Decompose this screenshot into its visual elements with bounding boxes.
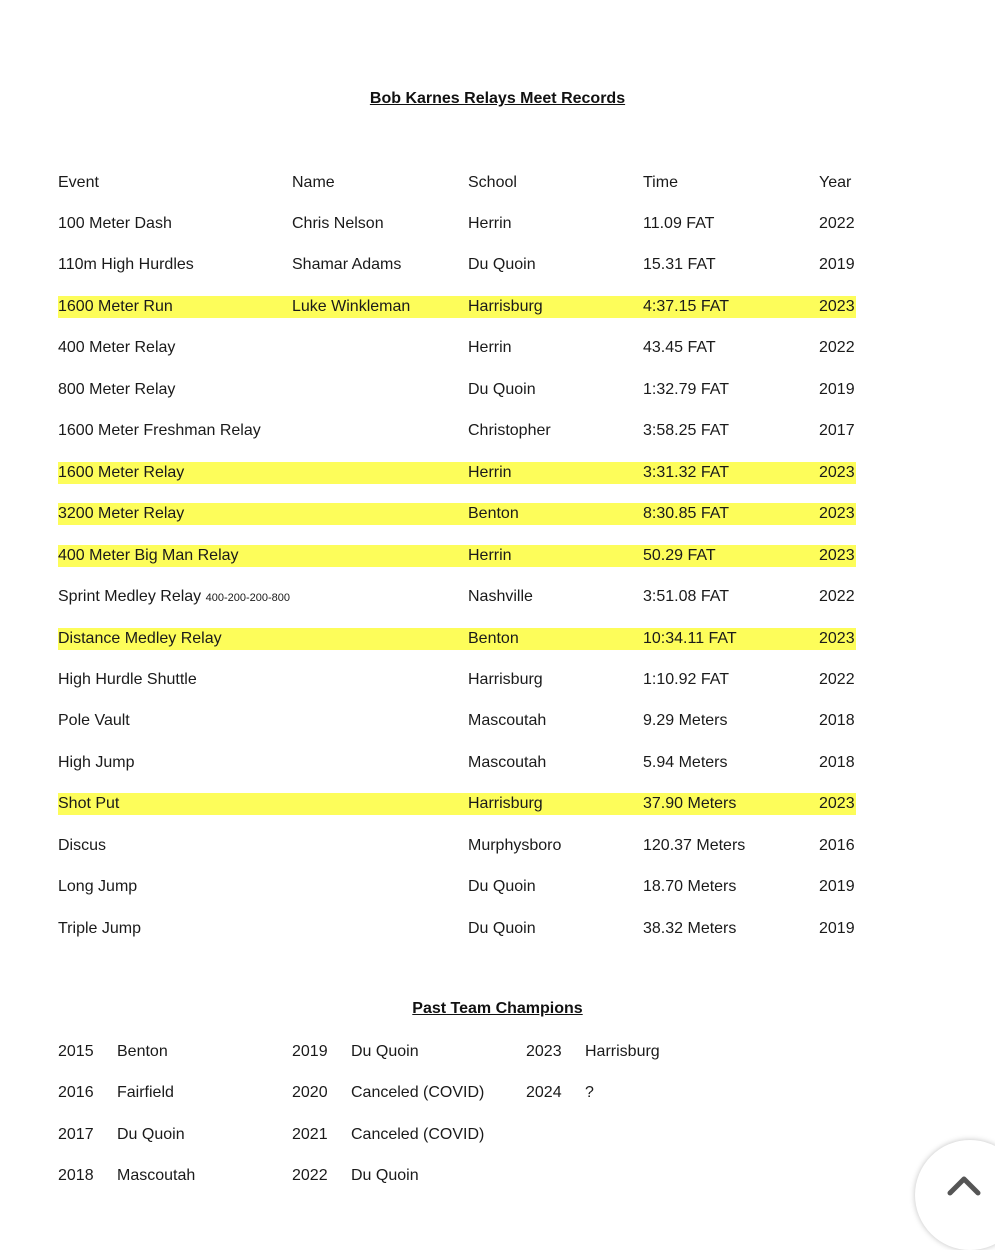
record-year <box>819 420 855 442</box>
record-year <box>819 752 855 774</box>
record-school <box>468 213 512 235</box>
record-school-text: Herrin <box>468 463 512 481</box>
record-time-text: 1:10.92 FAT <box>643 671 729 688</box>
record-school <box>468 296 543 318</box>
record-time-text: 4:37.15 FAT <box>643 297 729 315</box>
record-time-text: 3:58.25 FAT <box>643 422 729 440</box>
record-name <box>292 213 384 235</box>
record-event <box>58 420 261 443</box>
record-event <box>58 586 290 609</box>
record-school <box>468 337 512 359</box>
record-school <box>468 876 536 898</box>
champions-title: Past Team Champions <box>412 1000 583 1017</box>
champion-year: 2016 <box>58 1084 94 1102</box>
record-year <box>819 793 855 815</box>
records-title: Bob Karnes Relays Meet Records <box>369 90 626 107</box>
champion-team: Du Quoin <box>351 1166 419 1184</box>
record-time <box>643 918 736 940</box>
record-event-text: 800 Meter Relay <box>58 380 176 398</box>
record-year-text: 2018 <box>819 753 855 771</box>
record-school <box>468 254 536 276</box>
record-row <box>58 669 856 691</box>
record-school <box>468 918 536 940</box>
record-year <box>819 254 855 276</box>
record-row <box>58 545 856 567</box>
champion-year: 2015 <box>58 1043 94 1060</box>
record-year <box>819 545 855 567</box>
record-time-text: 38.32 Meters <box>643 919 737 937</box>
header-time: Time <box>643 174 678 191</box>
record-year-text: 2022 <box>819 215 855 232</box>
record-event <box>58 296 173 319</box>
record-time-text: 43.45 FAT <box>643 339 716 357</box>
record-event-text: Discus <box>58 836 107 854</box>
chevron-up-icon <box>947 1174 981 1196</box>
record-row <box>58 296 856 318</box>
record-event <box>58 876 137 899</box>
record-year-text: 2023 <box>819 546 855 564</box>
record-year <box>819 379 855 401</box>
record-event-text: 400 Meter Big Man Relay <box>58 546 239 564</box>
record-time-text: 1:32.79 FAT <box>643 380 729 398</box>
record-year-text: 2023 <box>819 795 855 813</box>
record-school-text: Nashville <box>468 588 533 605</box>
record-event-text: High Jump <box>58 753 135 771</box>
record-year <box>819 213 855 235</box>
record-year <box>819 503 855 525</box>
champion-team: ? <box>585 1084 594 1102</box>
record-time-text: 5.94 Meters <box>643 753 728 771</box>
champion-year: 2020 <box>292 1084 328 1102</box>
record-time-text: 50.29 FAT <box>643 546 716 564</box>
record-year <box>819 586 855 608</box>
champion-team: Du Quoin <box>351 1043 419 1060</box>
record-school <box>468 752 546 774</box>
champion-team: Benton <box>117 1043 168 1060</box>
record-school-text: Harrisburg <box>468 795 543 813</box>
record-year-text: 2019 <box>819 919 855 937</box>
record-event-text: 400 Meter Relay <box>58 339 176 357</box>
champion-year: 2019 <box>292 1043 328 1060</box>
record-row <box>58 379 856 401</box>
header-year: Year <box>819 174 852 191</box>
record-time <box>643 379 729 401</box>
record-time <box>643 337 716 359</box>
champion-team: Canceled (COVID) <box>351 1125 485 1143</box>
record-event <box>58 379 175 402</box>
record-event <box>58 254 194 277</box>
record-school-text: Murphysboro <box>468 836 562 854</box>
record-year <box>819 710 855 732</box>
record-year <box>819 669 855 691</box>
record-school <box>468 462 512 484</box>
champion-year: 2018 <box>58 1166 94 1184</box>
record-year-text: 2019 <box>819 878 855 896</box>
record-school <box>468 835 561 857</box>
record-school-text: Christopher <box>468 422 551 440</box>
champion-team: Fairfield <box>117 1084 174 1102</box>
record-name-text: Shamar Adams <box>292 256 402 274</box>
record-name-text: Luke Winkleman <box>292 297 411 315</box>
record-school <box>468 710 546 732</box>
record-time-text: 3:51.08 FAT <box>643 588 729 605</box>
record-school <box>468 628 519 650</box>
record-school-text: Benton <box>468 505 519 523</box>
record-school <box>468 503 519 525</box>
record-school-text: Benton <box>468 629 519 647</box>
record-time <box>643 586 729 608</box>
record-event-text: Distance Medley Relay <box>58 629 222 647</box>
record-time-text: 15.31 FAT <box>643 256 716 274</box>
record-year-text: 2022 <box>819 339 855 357</box>
record-school <box>468 545 512 567</box>
record-school-text: Du Quoin <box>468 878 536 896</box>
record-event <box>58 669 197 692</box>
record-time-text: 10:34.11 FAT <box>643 629 737 647</box>
record-time <box>643 462 729 484</box>
record-time-text: 8:30.85 FAT <box>643 505 729 523</box>
record-school <box>468 793 543 815</box>
record-event-text: High Hurdle Shuttle <box>58 671 197 688</box>
record-school-text: Mascoutah <box>468 753 547 771</box>
record-time <box>643 545 716 567</box>
header-name: Name <box>292 174 335 191</box>
record-event-text: Shot Put <box>58 795 120 813</box>
record-year <box>819 835 855 857</box>
record-time <box>643 835 745 857</box>
record-event <box>58 793 119 816</box>
record-year-text: 2023 <box>819 629 855 647</box>
record-year-text: 2019 <box>819 380 855 398</box>
record-school <box>468 379 536 401</box>
champion-team: Du Quoin <box>117 1125 185 1143</box>
record-row <box>58 628 856 650</box>
header-school: School <box>468 174 517 191</box>
record-name <box>292 254 401 276</box>
record-school-text: Herrin <box>468 339 512 357</box>
record-time-text: 9.29 Meters <box>643 712 728 730</box>
record-school-text: Du Quoin <box>468 919 536 937</box>
record-event <box>58 918 141 941</box>
record-year-text: 2019 <box>819 256 855 274</box>
record-event-text: Pole Vault <box>58 712 130 730</box>
record-year <box>819 337 855 359</box>
record-event-text: 100 Meter Dash <box>58 215 172 232</box>
champion-team: Harrisburg <box>585 1043 660 1060</box>
record-event <box>58 628 222 651</box>
record-school-text: Herrin <box>468 546 512 564</box>
record-event <box>58 503 184 526</box>
record-year-text: 2018 <box>819 712 855 730</box>
record-time-text: 120.37 Meters <box>643 836 746 854</box>
record-school <box>468 669 543 691</box>
scroll-to-top-button[interactable] <box>915 1140 995 1250</box>
record-school <box>468 586 533 608</box>
record-event-note: 400-200-200-800 <box>205 592 291 604</box>
record-event-text: Long Jump <box>58 878 138 896</box>
record-row <box>58 710 856 732</box>
record-row <box>58 337 856 359</box>
record-row <box>58 918 856 940</box>
record-year-text: 2023 <box>819 297 855 315</box>
record-time <box>643 628 737 650</box>
record-time <box>643 420 729 442</box>
record-time <box>643 752 727 774</box>
record-event-text: 3200 Meter Relay <box>58 505 185 523</box>
record-name-text: Chris Nelson <box>292 215 384 232</box>
record-school-text: Harrisburg <box>468 671 543 688</box>
record-event <box>58 835 106 858</box>
record-year-text: 2023 <box>819 505 855 523</box>
record-year <box>819 918 855 940</box>
record-time <box>643 213 714 235</box>
record-time-text: 11.09 FAT <box>643 215 715 232</box>
record-time <box>643 296 729 318</box>
record-year-text: 2017 <box>819 422 855 440</box>
record-row <box>58 213 856 235</box>
records-header-row <box>58 172 856 194</box>
record-name <box>292 296 410 318</box>
record-event-text: Sprint Medley Relay <box>58 588 202 605</box>
record-event-text: 110m High Hurdles <box>58 256 194 274</box>
champion-year: 2022 <box>292 1166 328 1184</box>
record-time <box>643 710 727 732</box>
record-event-text: 1600 Meter Run <box>58 297 173 315</box>
record-year-text: 2022 <box>819 588 855 605</box>
record-time <box>643 503 729 525</box>
record-year <box>819 296 855 318</box>
record-time-text: 3:31.32 FAT <box>643 463 729 481</box>
record-year-text: 2016 <box>819 836 855 854</box>
record-time <box>643 669 729 691</box>
record-row <box>58 835 856 857</box>
record-year <box>819 876 855 898</box>
record-row <box>58 462 856 484</box>
champion-team: Mascoutah <box>117 1166 196 1184</box>
record-row <box>58 752 856 774</box>
record-year-text: 2022 <box>819 671 855 688</box>
record-row <box>58 586 856 608</box>
champion-year: 2017 <box>58 1125 94 1143</box>
champion-year: 2021 <box>292 1125 328 1143</box>
record-event <box>58 213 172 236</box>
record-year-text: 2023 <box>819 463 855 481</box>
champion-year: 2024 <box>526 1084 562 1102</box>
record-time-text: 18.70 Meters <box>643 878 737 896</box>
champion-year: 2023 <box>526 1043 562 1060</box>
record-time-text: 37.90 Meters <box>643 795 737 813</box>
record-event <box>58 752 134 775</box>
record-event <box>58 545 239 568</box>
record-time <box>643 876 736 898</box>
record-school-text: Harrisburg <box>468 297 543 315</box>
record-time <box>643 793 736 815</box>
record-school-text: Mascoutah <box>468 712 547 730</box>
record-year <box>819 462 855 484</box>
record-time <box>643 254 716 276</box>
record-event-text: Triple Jump <box>58 919 141 937</box>
record-row <box>58 420 856 442</box>
record-row <box>58 254 856 276</box>
record-event <box>58 710 130 733</box>
record-event-text: 1600 Meter Freshman Relay <box>58 422 261 440</box>
record-school-text: Du Quoin <box>468 380 536 398</box>
record-event-text: 1600 Meter Relay <box>58 463 185 481</box>
record-year <box>819 628 855 650</box>
record-row <box>58 503 856 525</box>
record-row <box>58 876 856 898</box>
record-school-text: Du Quoin <box>468 256 536 274</box>
header-event: Event <box>58 174 99 191</box>
record-school-text: Herrin <box>468 215 512 232</box>
record-event <box>58 337 175 360</box>
record-event <box>58 462 184 485</box>
champion-team: Canceled (COVID) <box>351 1084 485 1102</box>
record-row <box>58 793 856 815</box>
record-school <box>468 420 551 442</box>
